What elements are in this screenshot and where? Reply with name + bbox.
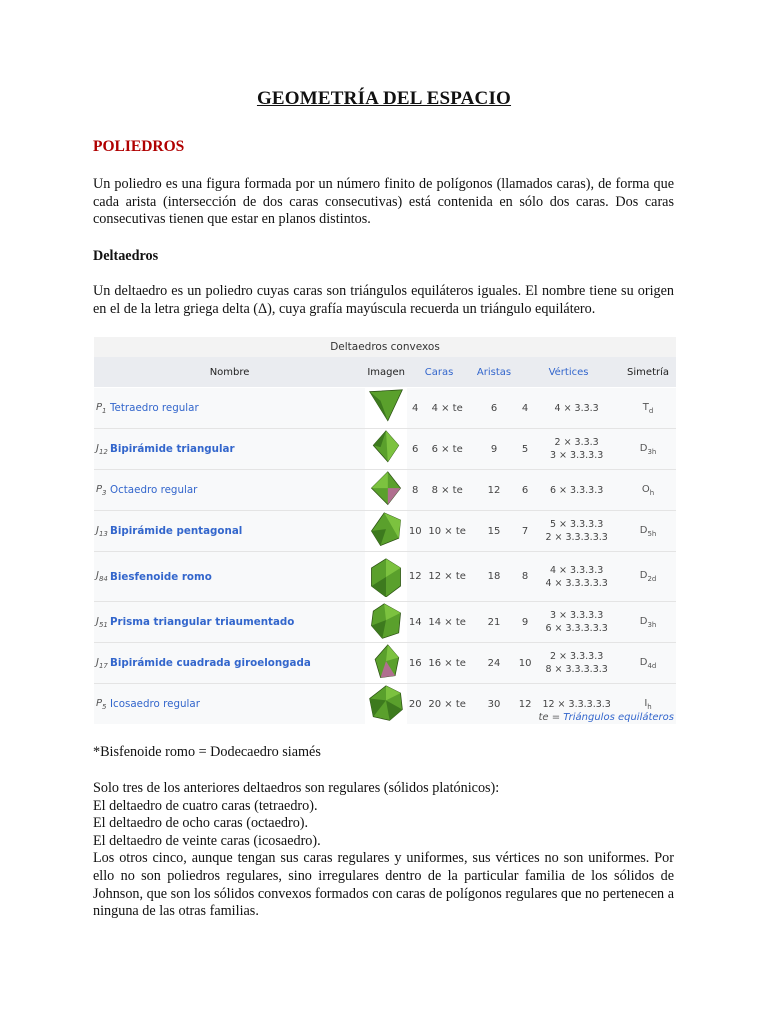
polyhedron-image[interactable] [365, 643, 407, 684]
vertex-config-2: 4 × 3.3.3.3.3 [545, 577, 608, 589]
vertex-config-2: 2 × 3.3.3.3.3 [545, 532, 608, 543]
header-aristas[interactable]: Aristas [471, 357, 517, 388]
table-caption: Deltaedros convexos [94, 337, 676, 357]
intro-paragraph: Un poliedro es una figura formada por un número finito de polígonos (llamados caras), de forma que cada arista (intersección de dos caras consecutivas) está contenida en sólo dos caras. Dos caras consecutivas tienen que estar en planos distintos. [93, 176, 674, 228]
vertices-count: 4 [517, 388, 533, 429]
polyhedron-image[interactable] [365, 388, 407, 429]
vertex-configuration [533, 511, 620, 552]
polyhedron-image[interactable] [365, 552, 407, 602]
polyhedron-image-icon[interactable] [366, 511, 406, 551]
table-row [94, 388, 676, 429]
faces-count: 12 [407, 552, 423, 602]
vertices-count: 9 [517, 602, 533, 643]
faces-te: 14 × te [423, 602, 471, 643]
edges-count: 21 [471, 602, 517, 643]
faces-te: 12 × te [423, 552, 471, 602]
johnson-symbol: $J_{51}$ [94, 602, 110, 643]
polyhedron-image-icon[interactable] [366, 643, 406, 683]
table-row [94, 470, 676, 511]
faces-te: 4 × te [423, 388, 471, 429]
faces-te: 20 × te [423, 684, 471, 725]
polyhedron-image[interactable] [365, 602, 407, 643]
symmetry-group: $D_{3h}$ [620, 429, 676, 470]
table-footnote [538, 712, 674, 723]
table-row [94, 643, 676, 684]
johnson-symbol: $P_5$ [94, 684, 110, 725]
polyhedron-image[interactable] [365, 429, 407, 470]
vertex-config-2: 8 × 3.3.3.3.3 [545, 664, 608, 675]
table-row [94, 511, 676, 552]
polyhedron-name-link[interactable]: Bipirámide triangular [110, 429, 365, 470]
edges-count: 30 [471, 684, 517, 725]
symmetry-group: $D_{2d}$ [620, 552, 676, 602]
johnson-symbol: $J_{13}$ [94, 511, 110, 552]
vertex-config-1: 5 × 3.3.3.3 [549, 519, 604, 530]
polyhedron-image-icon[interactable] [366, 388, 406, 428]
vertex-config-1: 12 × 3.3.3.3.3 [542, 698, 611, 710]
faces-count: 8 [407, 470, 423, 511]
vertex-configuration [533, 643, 620, 684]
polyhedron-image-icon[interactable] [366, 557, 406, 597]
polyhedron-name-link[interactable]: Tetraedro regular [110, 388, 365, 429]
header-nombre: Nombre [94, 357, 365, 388]
polyhedron-image-icon[interactable] [366, 602, 406, 642]
symmetry-group: $D_{4d}$ [620, 643, 676, 684]
vertex-config-1: 3 × 3.3.3.3 [549, 610, 604, 621]
footnote-prefix: te = [538, 712, 564, 723]
vertex-configuration [533, 470, 620, 511]
vertex-configuration [533, 552, 620, 602]
polyhedron-image-icon[interactable] [366, 429, 406, 469]
vertex-config-1: 6 × 3.3.3.3 [549, 484, 604, 496]
vertex-config-2: 6 × 3.3.3.3.3 [545, 623, 608, 634]
faces-count: 6 [407, 429, 423, 470]
text-line-3: El deltaedro de ocho caras (octaedro). [93, 815, 309, 832]
vertex-configuration [533, 429, 620, 470]
header-caras[interactable]: Caras [407, 357, 471, 388]
vertices-count: 6 [517, 470, 533, 511]
polyhedron-name-link[interactable]: Octaedro regular [110, 470, 365, 511]
vertices-count: 5 [517, 429, 533, 470]
table-row [94, 429, 676, 470]
polyhedron-name-link[interactable]: Bipirámide cuadrada giroelongada [110, 643, 365, 684]
symmetry-group: $O_h$ [620, 470, 676, 511]
symmetry-group: $D_{5h}$ [620, 511, 676, 552]
polyhedron-image-icon[interactable] [366, 470, 406, 510]
text-line-1: Solo tres de los anteriores deltaedros son regulares (sólidos platónicos): [93, 780, 500, 796]
document-title: GEOMETRÍA DEL ESPACIO [256, 88, 512, 109]
faces-count: 20 [407, 684, 423, 725]
edges-count: 15 [471, 511, 517, 552]
symmetry-group: $T_d$ [620, 388, 676, 429]
faces-count: 16 [407, 643, 423, 684]
header-simetria: Simetría [620, 357, 676, 388]
deltaedro-paragraph: Un deltaedro es un poliedro cuyas caras son triángulos equiláteros iguales. El nombre tiene su origen en el de la letra griega delta (Δ), cuya grafía mayúscula recuerda un triángulo equilátero. [93, 283, 674, 317]
polyhedron-image-icon[interactable] [366, 684, 406, 724]
vertex-configuration [533, 602, 620, 643]
vertices-count: 12 [517, 684, 533, 725]
polyhedron-name-link[interactable]: Prisma triangular triaumentado [110, 602, 365, 643]
closing-paragraph: Los otros cinco, aunque tengan sus caras regulares y uniformes, sus vértices no son uniformes. Por ello no son poliedros regulares, sino irregulares dentro de la particular familia de los sólidos de Johnson, que son los sólidos convexos formados con caras de polígonos regulares que no pertenecen a ninguna de las otras familias. [93, 850, 674, 920]
edges-count: 12 [471, 470, 517, 511]
edges-count: 24 [471, 643, 517, 684]
johnson-symbol: $P_1$ [94, 388, 110, 429]
deltaedros-table [94, 337, 676, 724]
edges-count: 9 [471, 429, 517, 470]
symmetry-group: $I_h$ [620, 684, 676, 725]
vertex-config-1: 4 × 3.3.3.3 [549, 564, 604, 576]
polyhedron-name-link[interactable]: Icosaedro regular [110, 684, 365, 725]
section-heading: POLIEDROS [93, 138, 185, 155]
note-line: *Bisfenoide romo = Dodecaedro siamés [93, 744, 321, 760]
faces-count: 10 [407, 511, 423, 552]
faces-te: 6 × te [423, 429, 471, 470]
edges-count: 18 [471, 552, 517, 602]
edges-count: 6 [471, 388, 517, 429]
polyhedron-name-link[interactable]: Bipirámide pentagonal [110, 511, 365, 552]
text-line-4: El deltaedro de veinte caras (icosaedro). [93, 832, 321, 849]
table-row [94, 552, 676, 602]
faces-count: 14 [407, 602, 423, 643]
faces-te: 10 × te [423, 511, 471, 552]
polyhedron-image[interactable] [365, 684, 407, 725]
johnson-symbol: $J_{12}$ [94, 429, 110, 470]
vertex-config-1: 4 × 3.3.3 [554, 402, 599, 414]
johnson-symbol: $J_{17}$ [94, 643, 110, 684]
vertices-count: 7 [517, 511, 533, 552]
vertex-configuration [533, 388, 620, 429]
faces-te: 8 × te [423, 470, 471, 511]
polyhedron-image[interactable] [365, 511, 407, 552]
vertex-config-1: 2 × 3.3.3.3 [549, 651, 604, 662]
symmetry-group: $D_{3h}$ [620, 602, 676, 643]
footnote-link[interactable]: Triángulos equiláteros [563, 712, 674, 723]
vertices-count: 10 [517, 643, 533, 684]
vertex-config-1: 2 × 3.3.3 [554, 437, 599, 448]
faces-count: 4 [407, 388, 423, 429]
polyhedron-name-link[interactable]: Biesfenoide romo [110, 552, 365, 602]
vertices-count: 8 [517, 552, 533, 602]
table-header-row [94, 357, 676, 388]
subheading-deltaedros: Deltaedros [93, 248, 159, 264]
deltaedros-table-figure [94, 337, 676, 725]
header-imagen: Imagen [365, 357, 407, 388]
faces-te: 16 × te [423, 643, 471, 684]
johnson-symbol: $P_3$ [94, 470, 110, 511]
text-line-2: El deltaedro de cuatro caras (tetraedro). [93, 797, 318, 814]
polyhedron-image[interactable] [365, 470, 407, 511]
vertex-config-2: 3 × 3.3.3.3 [549, 450, 604, 461]
johnson-symbol: $J_{84}$ [94, 552, 110, 602]
table-row [94, 602, 676, 643]
header-vertices[interactable]: Vértices [517, 357, 620, 388]
